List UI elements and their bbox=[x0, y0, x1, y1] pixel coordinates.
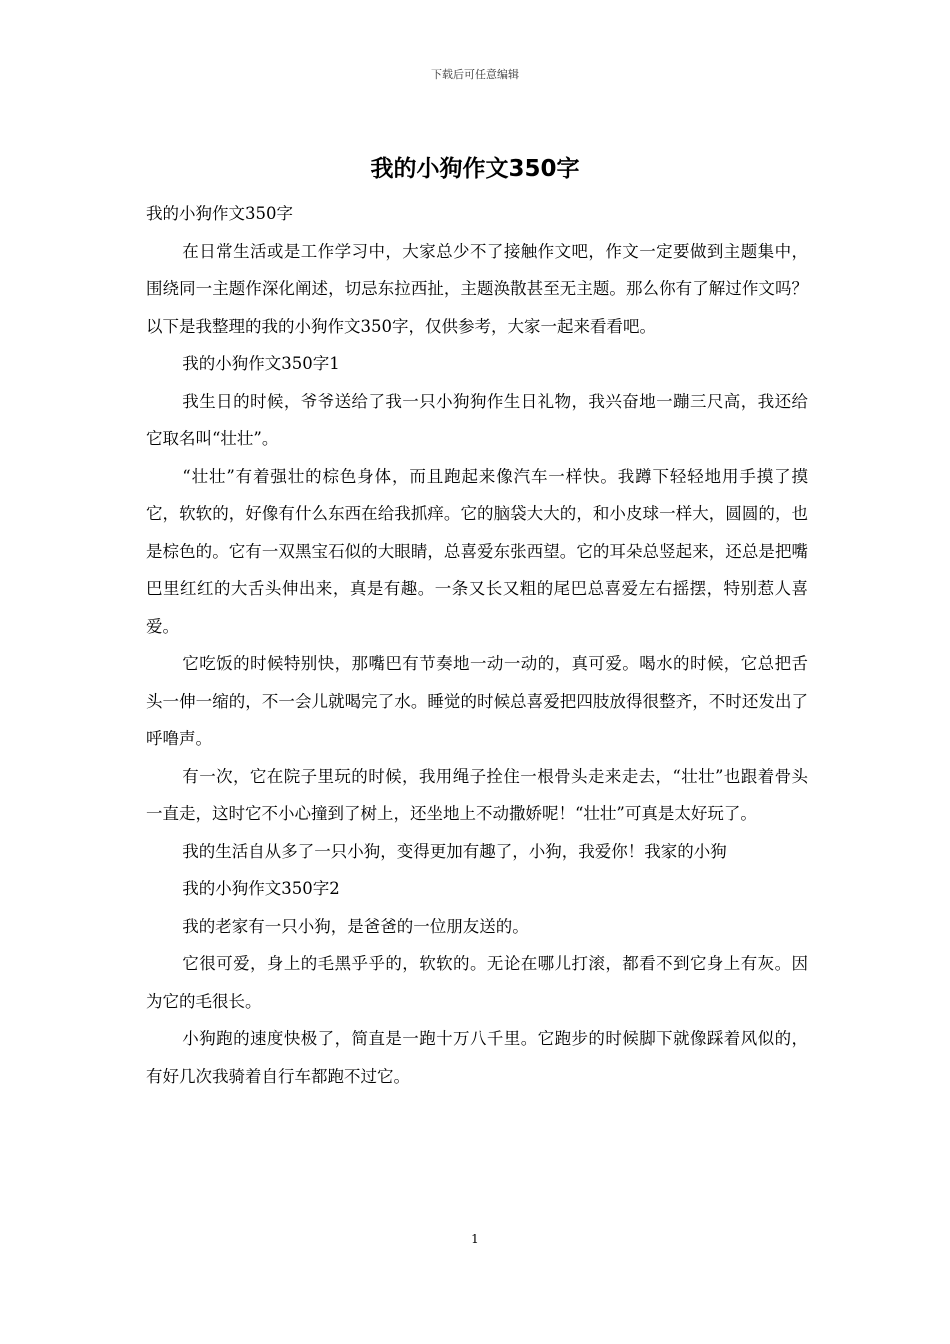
page-title: 我的小狗作文350字 bbox=[370, 156, 580, 182]
essay1-paragraph: “壮壮”有着强壮的棕色身体，而且跑起来像汽车一样快。我蹲下轻轻地用手摸了摸它，软软的，好像有什么东西在给我抓痒。它的脑袋大大的，和小皮球一样大，圆圆的，也是棕色的。它有一双黑宝石似的大眼睛，总喜爱东张西望。它的耳朵总竖起来，还总是把嘴巴里红红的大舌头伸出来，真是有趣。一条又长又粗的尾巴总喜爱左右摇摆，特别惹人喜爱。 bbox=[146, 466, 808, 636]
essay1-paragraph: 我生日的时候，爷爷送给了我一只小狗狗作生日礼物，我兴奋地一蹦三尺高，我还给它取名叫“壮壮”。 bbox=[146, 391, 808, 448]
page-number: 1 bbox=[471, 1232, 479, 1246]
document-subtitle: 我的小狗作文350字 bbox=[146, 204, 293, 223]
essay1-paragraph: 有一次，它在院子里玩的时候，我用绳子拴住一根骨头走来走去，“壮壮”也跟着骨头一直走，这时它不小心撞到了树上，还坐地上不动撒娇呢！“壮壮”可真是太好玩了。 bbox=[146, 766, 808, 823]
essay2-paragraph: 我的老家有一只小狗，是爸爸的一位朋友送的。 bbox=[182, 916, 529, 936]
essay2-paragraph: 小狗跑的速度快极了，简直是一跑十万八千里。它跑步的时候脚下就像踩着风似的，有好几次我骑着自行车都跑不过它。 bbox=[146, 1029, 808, 1086]
essay2-paragraph: 它很可爱，身上的毛黑乎乎的，软软的。无论在哪儿打滚，都看不到它身上有灰。因为它的毛很长。 bbox=[146, 954, 808, 1011]
page-header-note: 下载后可任意编辑 bbox=[431, 68, 519, 81]
essay2-heading: 我的小狗作文350字2 bbox=[182, 879, 340, 898]
document-body bbox=[146, 195, 808, 1095]
intro-paragraph: 在日常生活或是工作学习中，大家总少不了接触作文吧，作文一定要做到主题集中，围绕同一主题作深化阐述，切忌东拉西扯，主题涣散甚至无主题。那么你有了解过作文吗？以下是我整理的我的小狗作文350字，仅供参考，大家一起来看看吧。 bbox=[146, 241, 808, 336]
essay1-paragraph: 它吃饭的时候特别快，那嘴巴有节奏地一动一动的，真可爱。喝水的时候，它总把舌头一伸一缩的，不一会儿就喝完了水。睡觉的时候总喜爱把四肢放得很整齐，不时还发出了呼噜声。 bbox=[146, 654, 808, 748]
essay1-paragraph: 我的生活自从多了一只小狗，变得更加有趣了，小狗，我爱你！我家的小狗 bbox=[182, 841, 727, 861]
essay1-heading: 我的小狗作文350字1 bbox=[182, 354, 340, 373]
